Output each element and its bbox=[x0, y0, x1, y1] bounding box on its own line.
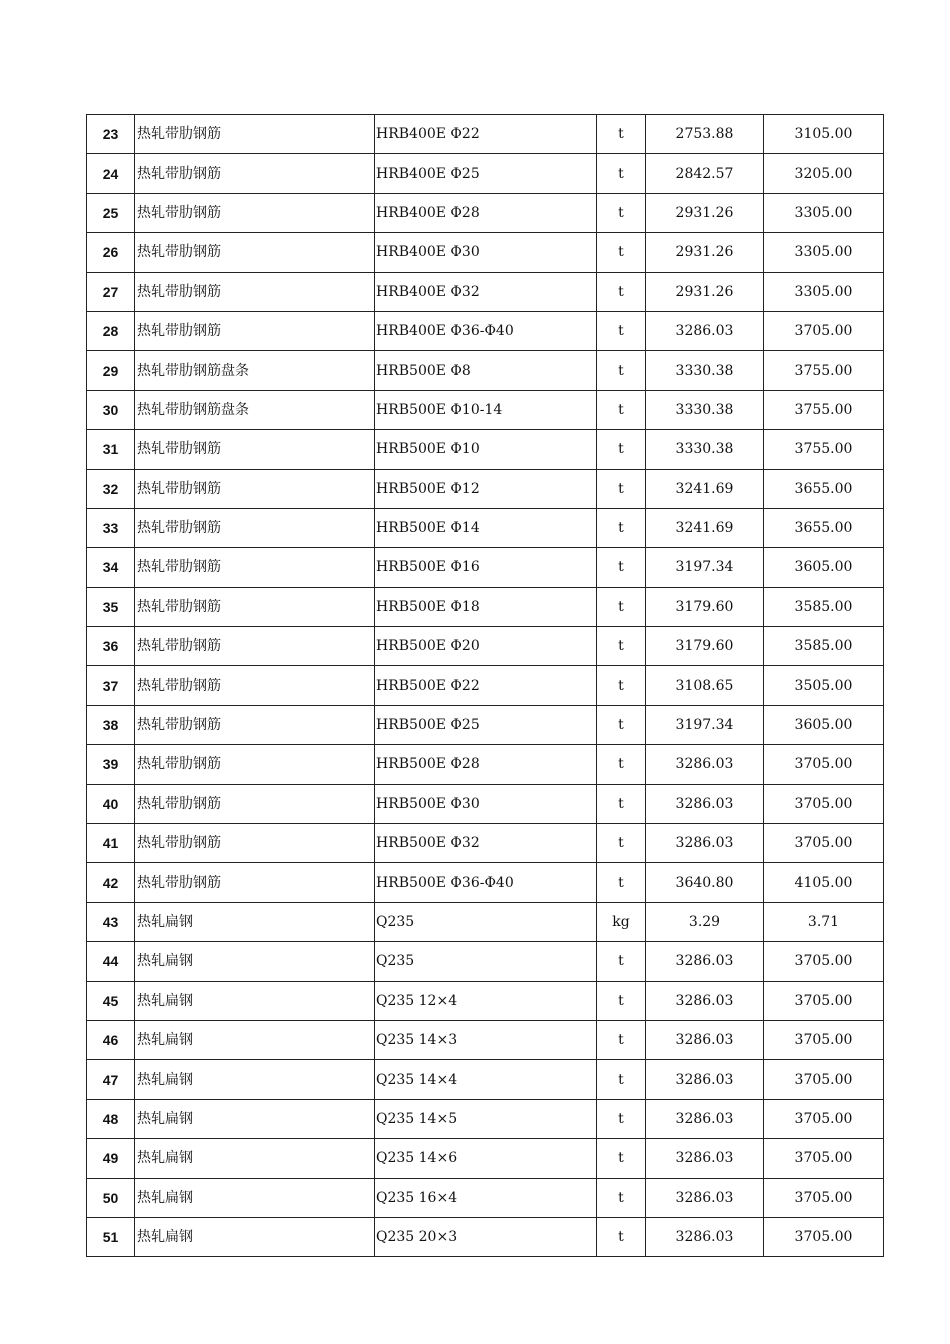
price-excl-tax-cell: 3179.60 bbox=[646, 627, 764, 666]
table-row bbox=[87, 1178, 884, 1217]
table-row bbox=[87, 824, 884, 863]
price-incl-tax-cell: 3305.00 bbox=[764, 233, 884, 272]
material-name-cell: 热轧带肋钢筋 bbox=[135, 272, 375, 311]
row-number-cell: 28 bbox=[87, 311, 135, 350]
unit-cell: t bbox=[597, 1139, 646, 1178]
price-incl-tax-cell: 3.71 bbox=[764, 902, 884, 941]
row-number-cell: 48 bbox=[87, 1099, 135, 1138]
unit-cell: t bbox=[597, 311, 646, 350]
unit-cell: t bbox=[597, 469, 646, 508]
price-incl-tax-cell: 3605.00 bbox=[764, 705, 884, 744]
price-incl-tax-cell: 3705.00 bbox=[764, 745, 884, 784]
price-incl-tax-cell: 3655.00 bbox=[764, 469, 884, 508]
price-excl-tax-cell: 3286.03 bbox=[646, 1139, 764, 1178]
unit-cell: t bbox=[597, 508, 646, 547]
material-name-cell: 热轧扁钢 bbox=[135, 981, 375, 1020]
row-number-cell: 40 bbox=[87, 784, 135, 823]
price-incl-tax-cell: 3105.00 bbox=[764, 115, 884, 154]
unit-cell: t bbox=[597, 1020, 646, 1059]
price-table-body bbox=[87, 115, 884, 1257]
table-row bbox=[87, 745, 884, 784]
table-row bbox=[87, 1099, 884, 1138]
material-name-cell: 热轧带肋钢筋 bbox=[135, 193, 375, 232]
unit-cell: t bbox=[597, 863, 646, 902]
unit-cell: t bbox=[597, 587, 646, 626]
price-excl-tax-cell: 3286.03 bbox=[646, 824, 764, 863]
row-number-cell: 43 bbox=[87, 902, 135, 941]
unit-cell: t bbox=[597, 705, 646, 744]
table-row bbox=[87, 233, 884, 272]
unit-cell: kg bbox=[597, 902, 646, 941]
specification-cell: Q235 12×4 bbox=[375, 981, 597, 1020]
price-excl-tax-cell: 3330.38 bbox=[646, 351, 764, 390]
unit-cell: t bbox=[597, 351, 646, 390]
table-row bbox=[87, 1060, 884, 1099]
specification-cell: Q235 bbox=[375, 942, 597, 981]
unit-cell: t bbox=[597, 430, 646, 469]
material-name-cell: 热轧带肋钢筋 bbox=[135, 430, 375, 469]
price-incl-tax-cell: 3755.00 bbox=[764, 351, 884, 390]
material-name-cell: 热轧扁钢 bbox=[135, 1060, 375, 1099]
specification-cell: Q235 bbox=[375, 902, 597, 941]
material-name-cell: 热轧带肋钢筋 bbox=[135, 745, 375, 784]
material-name-cell: 热轧带肋钢筋 bbox=[135, 311, 375, 350]
unit-cell: t bbox=[597, 942, 646, 981]
unit-cell: t bbox=[597, 1099, 646, 1138]
specification-cell: Q235 14×6 bbox=[375, 1139, 597, 1178]
row-number-cell: 37 bbox=[87, 666, 135, 705]
specification-cell: HRB400E Φ30 bbox=[375, 233, 597, 272]
specification-cell: Q235 14×4 bbox=[375, 1060, 597, 1099]
table-row bbox=[87, 154, 884, 193]
row-number-cell: 41 bbox=[87, 824, 135, 863]
row-number-cell: 26 bbox=[87, 233, 135, 272]
unit-cell: t bbox=[597, 745, 646, 784]
table-row bbox=[87, 666, 884, 705]
price-excl-tax-cell: 2931.26 bbox=[646, 272, 764, 311]
row-number-cell: 47 bbox=[87, 1060, 135, 1099]
unit-cell: t bbox=[597, 824, 646, 863]
price-incl-tax-cell: 3305.00 bbox=[764, 272, 884, 311]
price-incl-tax-cell: 3585.00 bbox=[764, 627, 884, 666]
unit-cell: t bbox=[597, 193, 646, 232]
unit-cell: t bbox=[597, 627, 646, 666]
table-row bbox=[87, 311, 884, 350]
specification-cell: HRB400E Φ32 bbox=[375, 272, 597, 311]
material-name-cell: 热轧带肋钢筋 bbox=[135, 115, 375, 154]
row-number-cell: 29 bbox=[87, 351, 135, 390]
specification-cell: HRB500E Φ22 bbox=[375, 666, 597, 705]
price-incl-tax-cell: 3705.00 bbox=[764, 1020, 884, 1059]
unit-cell: t bbox=[597, 154, 646, 193]
row-number-cell: 50 bbox=[87, 1178, 135, 1217]
unit-cell: t bbox=[597, 1178, 646, 1217]
price-excl-tax-cell: 3286.03 bbox=[646, 1020, 764, 1059]
price-excl-tax-cell: 3330.38 bbox=[646, 430, 764, 469]
unit-cell: t bbox=[597, 784, 646, 823]
specification-cell: HRB500E Φ8 bbox=[375, 351, 597, 390]
specification-cell: HRB500E Φ18 bbox=[375, 587, 597, 626]
unit-cell: t bbox=[597, 272, 646, 311]
unit-cell: t bbox=[597, 1060, 646, 1099]
price-excl-tax-cell: 3197.34 bbox=[646, 548, 764, 587]
price-excl-tax-cell: 3286.03 bbox=[646, 784, 764, 823]
unit-cell: t bbox=[597, 390, 646, 429]
price-incl-tax-cell: 3705.00 bbox=[764, 981, 884, 1020]
material-name-cell: 热轧扁钢 bbox=[135, 1217, 375, 1256]
price-excl-tax-cell: 3286.03 bbox=[646, 981, 764, 1020]
price-incl-tax-cell: 3205.00 bbox=[764, 154, 884, 193]
material-name-cell: 热轧带肋钢筋 bbox=[135, 469, 375, 508]
material-name-cell: 热轧带肋钢筋 bbox=[135, 863, 375, 902]
table-row bbox=[87, 508, 884, 547]
table-row bbox=[87, 193, 884, 232]
unit-cell: t bbox=[597, 666, 646, 705]
material-name-cell: 热轧扁钢 bbox=[135, 1139, 375, 1178]
row-number-cell: 36 bbox=[87, 627, 135, 666]
specification-cell: HRB500E Φ20 bbox=[375, 627, 597, 666]
price-incl-tax-cell: 3705.00 bbox=[764, 1139, 884, 1178]
price-incl-tax-cell: 3305.00 bbox=[764, 193, 884, 232]
table-row bbox=[87, 390, 884, 429]
material-name-cell: 热轧带肋钢筋 bbox=[135, 824, 375, 863]
specification-cell: Q235 20×3 bbox=[375, 1217, 597, 1256]
price-incl-tax-cell: 3705.00 bbox=[764, 1060, 884, 1099]
row-number-cell: 49 bbox=[87, 1139, 135, 1178]
row-number-cell: 25 bbox=[87, 193, 135, 232]
price-table bbox=[86, 114, 884, 1257]
table-row bbox=[87, 902, 884, 941]
table-row bbox=[87, 115, 884, 154]
row-number-cell: 30 bbox=[87, 390, 135, 429]
table-row bbox=[87, 351, 884, 390]
price-excl-tax-cell: 2842.57 bbox=[646, 154, 764, 193]
price-excl-tax-cell: 2931.26 bbox=[646, 193, 764, 232]
row-number-cell: 27 bbox=[87, 272, 135, 311]
price-excl-tax-cell: 3.29 bbox=[646, 902, 764, 941]
table-row bbox=[87, 1139, 884, 1178]
material-name-cell: 热轧带肋钢筋 bbox=[135, 233, 375, 272]
row-number-cell: 33 bbox=[87, 508, 135, 547]
price-incl-tax-cell: 3705.00 bbox=[764, 942, 884, 981]
price-incl-tax-cell: 3755.00 bbox=[764, 430, 884, 469]
material-name-cell: 热轧带肋钢筋盘条 bbox=[135, 351, 375, 390]
table-row bbox=[87, 430, 884, 469]
table-row bbox=[87, 1217, 884, 1256]
table-row bbox=[87, 469, 884, 508]
specification-cell: HRB400E Φ25 bbox=[375, 154, 597, 193]
row-number-cell: 38 bbox=[87, 705, 135, 744]
row-number-cell: 24 bbox=[87, 154, 135, 193]
table-row bbox=[87, 863, 884, 902]
material-name-cell: 热轧扁钢 bbox=[135, 942, 375, 981]
row-number-cell: 44 bbox=[87, 942, 135, 981]
price-incl-tax-cell: 3705.00 bbox=[764, 1099, 884, 1138]
table-row bbox=[87, 548, 884, 587]
price-incl-tax-cell: 3655.00 bbox=[764, 508, 884, 547]
material-name-cell: 热轧带肋钢筋 bbox=[135, 587, 375, 626]
price-excl-tax-cell: 3241.69 bbox=[646, 508, 764, 547]
row-number-cell: 51 bbox=[87, 1217, 135, 1256]
price-excl-tax-cell: 3286.03 bbox=[646, 1217, 764, 1256]
specification-cell: HRB500E Φ36-Φ40 bbox=[375, 863, 597, 902]
material-name-cell: 热轧扁钢 bbox=[135, 902, 375, 941]
unit-cell: t bbox=[597, 1217, 646, 1256]
material-name-cell: 热轧带肋钢筋 bbox=[135, 548, 375, 587]
specification-cell: HRB500E Φ10-14 bbox=[375, 390, 597, 429]
row-number-cell: 31 bbox=[87, 430, 135, 469]
price-incl-tax-cell: 3705.00 bbox=[764, 1217, 884, 1256]
table-row bbox=[87, 627, 884, 666]
price-incl-tax-cell: 3505.00 bbox=[764, 666, 884, 705]
price-excl-tax-cell: 2931.26 bbox=[646, 233, 764, 272]
material-name-cell: 热轧带肋钢筋 bbox=[135, 784, 375, 823]
table-row bbox=[87, 784, 884, 823]
price-excl-tax-cell: 3286.03 bbox=[646, 1099, 764, 1138]
price-excl-tax-cell: 3286.03 bbox=[646, 1060, 764, 1099]
table-row bbox=[87, 272, 884, 311]
price-excl-tax-cell: 3286.03 bbox=[646, 745, 764, 784]
unit-cell: t bbox=[597, 981, 646, 1020]
specification-cell: HRB400E Φ22 bbox=[375, 115, 597, 154]
unit-cell: t bbox=[597, 548, 646, 587]
table-row bbox=[87, 942, 884, 981]
specification-cell: HRB500E Φ32 bbox=[375, 824, 597, 863]
material-name-cell: 热轧扁钢 bbox=[135, 1099, 375, 1138]
price-incl-tax-cell: 4105.00 bbox=[764, 863, 884, 902]
price-incl-tax-cell: 3755.00 bbox=[764, 390, 884, 429]
price-excl-tax-cell: 3241.69 bbox=[646, 469, 764, 508]
row-number-cell: 23 bbox=[87, 115, 135, 154]
price-excl-tax-cell: 3286.03 bbox=[646, 1178, 764, 1217]
table-row bbox=[87, 705, 884, 744]
specification-cell: Q235 14×3 bbox=[375, 1020, 597, 1059]
price-incl-tax-cell: 3705.00 bbox=[764, 1178, 884, 1217]
material-name-cell: 热轧带肋钢筋 bbox=[135, 154, 375, 193]
material-name-cell: 热轧带肋钢筋 bbox=[135, 705, 375, 744]
row-number-cell: 34 bbox=[87, 548, 135, 587]
specification-cell: HRB500E Φ14 bbox=[375, 508, 597, 547]
material-name-cell: 热轧带肋钢筋盘条 bbox=[135, 390, 375, 429]
price-excl-tax-cell: 3197.34 bbox=[646, 705, 764, 744]
specification-cell: HRB400E Φ36-Φ40 bbox=[375, 311, 597, 350]
price-excl-tax-cell: 3286.03 bbox=[646, 311, 764, 350]
table-row bbox=[87, 1020, 884, 1059]
row-number-cell: 39 bbox=[87, 745, 135, 784]
price-excl-tax-cell: 3179.60 bbox=[646, 587, 764, 626]
price-incl-tax-cell: 3585.00 bbox=[764, 587, 884, 626]
price-excl-tax-cell: 3330.38 bbox=[646, 390, 764, 429]
specification-cell: HRB400E Φ28 bbox=[375, 193, 597, 232]
row-number-cell: 42 bbox=[87, 863, 135, 902]
row-number-cell: 35 bbox=[87, 587, 135, 626]
row-number-cell: 46 bbox=[87, 1020, 135, 1059]
material-name-cell: 热轧带肋钢筋 bbox=[135, 508, 375, 547]
specification-cell: Q235 14×5 bbox=[375, 1099, 597, 1138]
price-excl-tax-cell: 3286.03 bbox=[646, 942, 764, 981]
material-name-cell: 热轧带肋钢筋 bbox=[135, 666, 375, 705]
specification-cell: HRB500E Φ16 bbox=[375, 548, 597, 587]
price-incl-tax-cell: 3605.00 bbox=[764, 548, 884, 587]
row-number-cell: 32 bbox=[87, 469, 135, 508]
material-name-cell: 热轧扁钢 bbox=[135, 1178, 375, 1217]
price-incl-tax-cell: 3705.00 bbox=[764, 824, 884, 863]
unit-cell: t bbox=[597, 233, 646, 272]
unit-cell: t bbox=[597, 115, 646, 154]
material-name-cell: 热轧扁钢 bbox=[135, 1020, 375, 1059]
price-incl-tax-cell: 3705.00 bbox=[764, 784, 884, 823]
specification-cell: HRB500E Φ28 bbox=[375, 745, 597, 784]
specification-cell: HRB500E Φ10 bbox=[375, 430, 597, 469]
price-excl-tax-cell: 2753.88 bbox=[646, 115, 764, 154]
table-row bbox=[87, 587, 884, 626]
price-incl-tax-cell: 3705.00 bbox=[764, 311, 884, 350]
specification-cell: HRB500E Φ25 bbox=[375, 705, 597, 744]
row-number-cell: 45 bbox=[87, 981, 135, 1020]
specification-cell: HRB500E Φ12 bbox=[375, 469, 597, 508]
table-row bbox=[87, 981, 884, 1020]
material-name-cell: 热轧带肋钢筋 bbox=[135, 627, 375, 666]
price-excl-tax-cell: 3108.65 bbox=[646, 666, 764, 705]
specification-cell: Q235 16×4 bbox=[375, 1178, 597, 1217]
specification-cell: HRB500E Φ30 bbox=[375, 784, 597, 823]
price-excl-tax-cell: 3640.80 bbox=[646, 863, 764, 902]
